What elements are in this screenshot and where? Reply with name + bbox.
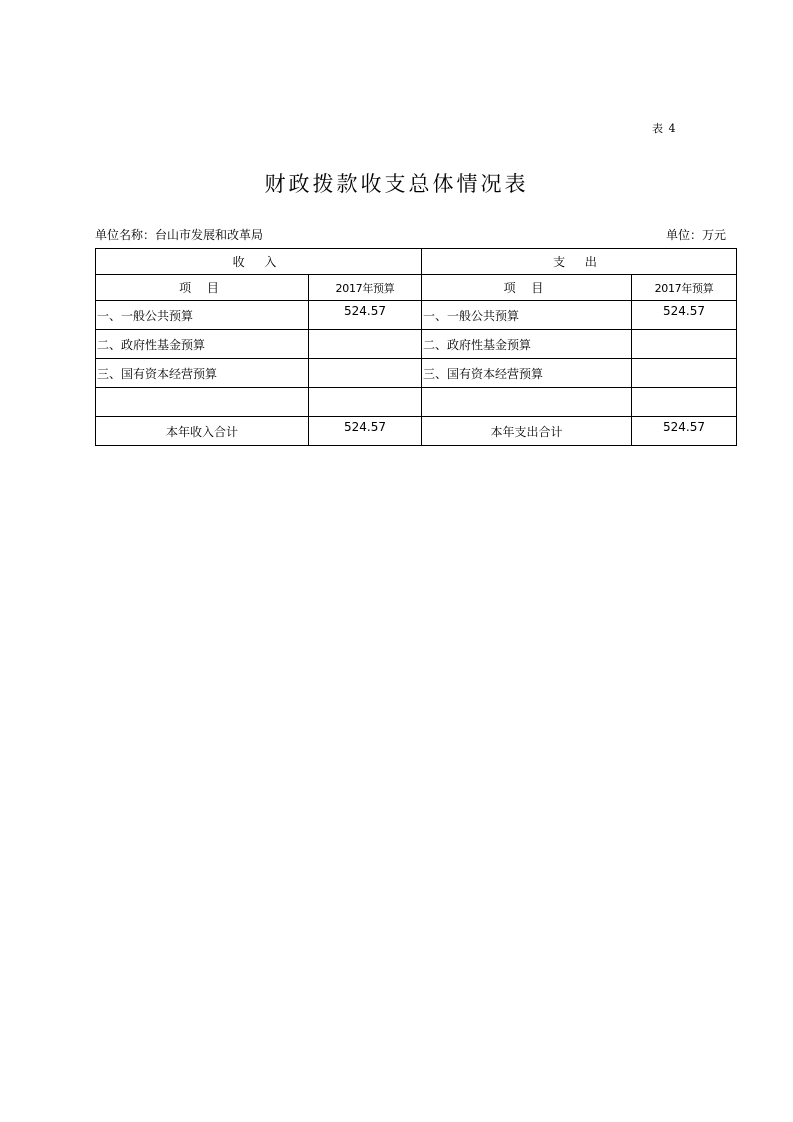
income-total-label: 本年收入合计 <box>96 417 309 446</box>
income-budget-header: 2017年预算 <box>309 275 422 301</box>
income-item-value: 524.57 <box>309 301 422 330</box>
unit-name: 单位名称：台山市发展和改革局 <box>95 228 264 242</box>
expense-item-value <box>632 359 737 388</box>
table-row <box>96 359 737 388</box>
income-item-header: 项 目 <box>96 275 309 301</box>
income-item-value <box>309 359 422 388</box>
income-item-label: 三、国有资本经营预算 <box>96 359 309 388</box>
income-item-label: 二、政府性基金预算 <box>96 330 309 359</box>
expense-item-label: 一、一般公共预算 <box>422 301 632 330</box>
expense-item-value <box>632 330 737 359</box>
expense-item-label <box>422 388 632 417</box>
expense-item-header: 项 目 <box>422 275 632 301</box>
expense-section-header: 支 出 <box>422 249 737 275</box>
expense-total-label: 本年支出合计 <box>422 417 632 446</box>
expense-item-value: 524.57 <box>632 301 737 330</box>
expense-item-label: 三、国有资本经营预算 <box>422 359 632 388</box>
table-row <box>96 330 737 359</box>
total-row <box>96 417 737 446</box>
income-section-header: 收 入 <box>96 249 422 275</box>
expense-total-value: 524.57 <box>632 417 737 446</box>
income-item-value <box>309 388 422 417</box>
budget-summary-table <box>95 248 737 446</box>
income-item-label: 一、一般公共预算 <box>96 301 309 330</box>
expense-item-label: 二、政府性基金预算 <box>422 330 632 359</box>
page-title: 财政拨款收支总体情况表 <box>264 172 529 196</box>
unit-of-measure: 单位：万元 <box>665 228 726 242</box>
section-header-row <box>96 249 737 275</box>
table-row <box>96 301 737 330</box>
column-header-row <box>96 275 737 301</box>
income-item-label <box>96 388 309 417</box>
expense-item-value <box>632 388 737 417</box>
income-total-value: 524.57 <box>309 417 422 446</box>
table-number: 表 4 <box>652 122 677 135</box>
expense-budget-header: 2017年预算 <box>632 275 737 301</box>
income-item-value <box>309 330 422 359</box>
table-row <box>96 388 737 417</box>
